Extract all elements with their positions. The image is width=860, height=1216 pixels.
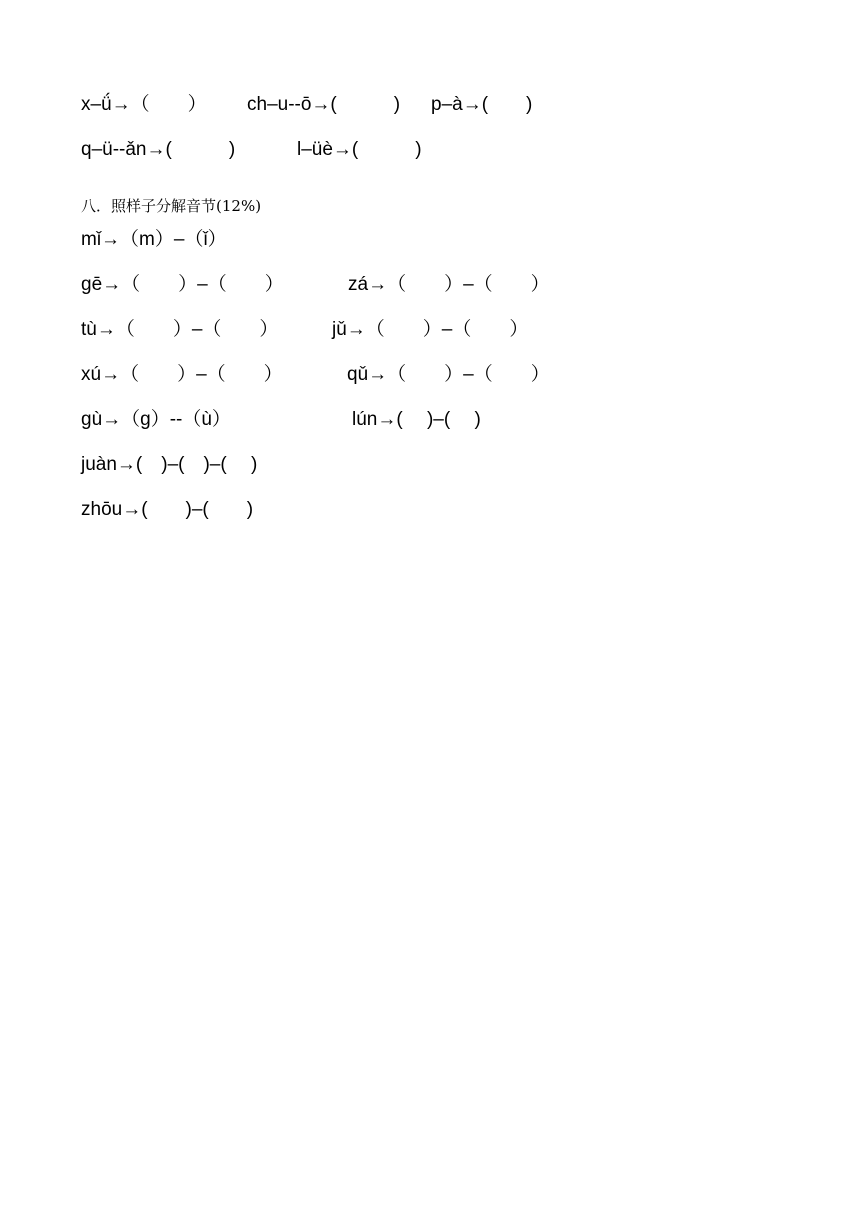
item-lun: lún→( )–( )	[352, 409, 481, 430]
item-gu: gù→（g）--（ù）	[81, 409, 231, 430]
item-ch-u-o: ch–u--ō→( )	[247, 94, 401, 115]
item-ju: jǔ→（ ）–（ ）	[332, 319, 529, 340]
item-ge: gē→（ ）–（ ）	[81, 274, 284, 295]
item-qu: qǔ→（ ）–（ ）	[347, 364, 550, 385]
item-xu: xú→（ ）–（ ）	[81, 364, 283, 385]
item-zhou: zhōu→( )–( )	[81, 499, 254, 520]
item-q-u-an: q–ü--ǎn→( )	[81, 139, 236, 160]
item-p-a: p–à→( )	[431, 94, 533, 115]
item-za: zá→（ ）–（ ）	[348, 274, 550, 295]
section-heading: 八．照样子分解音节(12%)	[81, 197, 262, 215]
item-l-ue: l–üè→( )	[297, 139, 422, 160]
item-tu: tù→（ ）–（ ）	[81, 319, 279, 340]
example-mi: mǐ→（m）–（ǐ）	[81, 229, 227, 250]
item-juan: juàn→( )–( )–( )	[81, 454, 258, 475]
item-x-u: x–ǘ→（ ）	[81, 94, 207, 115]
